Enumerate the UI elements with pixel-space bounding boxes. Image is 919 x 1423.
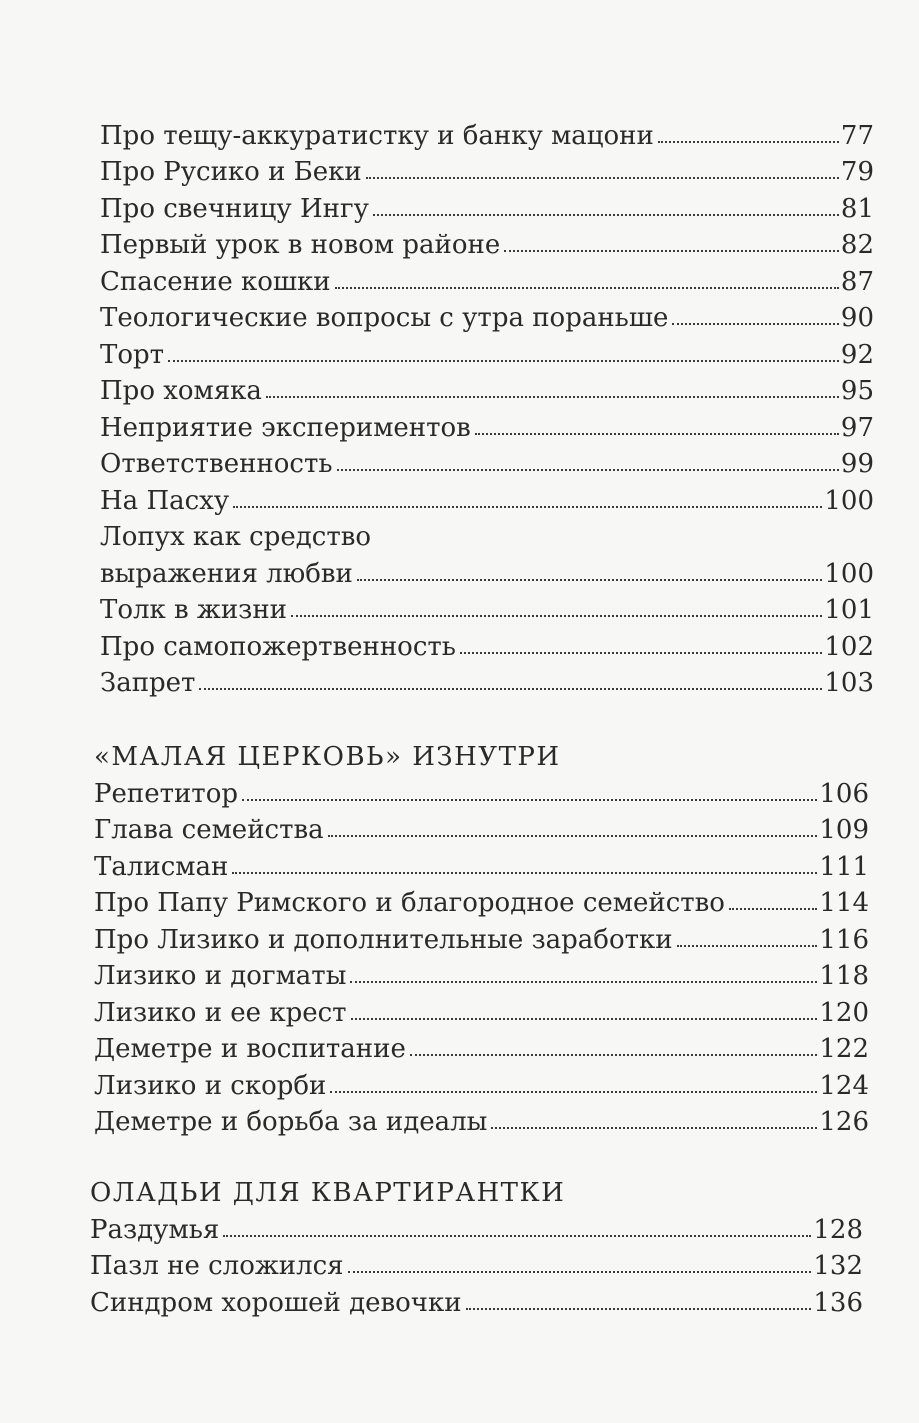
toc-entry-title: Ответственность bbox=[100, 449, 333, 479]
toc-entry-page: 95 bbox=[840, 376, 874, 406]
toc-section-2 bbox=[94, 732, 869, 1137]
toc-entry-page: 116 bbox=[819, 924, 869, 955]
toc-entry[interactable] bbox=[90, 1208, 863, 1245]
toc-entry-title: Теологические вопросы с утра пораньше bbox=[100, 303, 669, 333]
dot-leader bbox=[491, 1127, 817, 1129]
toc-entry-title: Лизико и догматы bbox=[94, 961, 347, 991]
toc-entry-page: 114 bbox=[819, 888, 869, 918]
dot-leader bbox=[233, 506, 822, 508]
toc-entry[interactable] bbox=[100, 224, 874, 261]
toc-entry-title: Лопух как средство bbox=[100, 522, 372, 552]
dot-leader bbox=[658, 141, 839, 143]
dot-leader bbox=[291, 615, 822, 617]
toc-entry-page: 101 bbox=[824, 595, 874, 625]
toc-entry[interactable] bbox=[90, 1281, 863, 1318]
toc-entry-title: Деметре и воспитание bbox=[94, 1034, 406, 1064]
dot-leader bbox=[366, 177, 839, 179]
toc-entry-title: Торт bbox=[100, 339, 165, 370]
dot-leader bbox=[460, 652, 822, 654]
toc-entry[interactable] bbox=[100, 479, 874, 516]
toc-entry[interactable] bbox=[94, 845, 869, 882]
toc-entry-page: 103 bbox=[824, 668, 874, 698]
toc-entry-page: 109 bbox=[819, 815, 869, 845]
toc-entry-page: 100 bbox=[824, 485, 874, 516]
toc-entry[interactable] bbox=[100, 297, 874, 334]
dot-leader bbox=[466, 1308, 812, 1310]
dot-leader bbox=[357, 579, 822, 581]
toc-entry-title: выражения любви bbox=[100, 558, 353, 589]
toc-entry-title: Про Лизико и дополнительные заработки bbox=[94, 924, 673, 955]
toc-entry-page: 97 bbox=[840, 412, 874, 443]
toc-entry-title: Пазл не сложился bbox=[90, 1251, 344, 1281]
toc-entry-page: 79 bbox=[840, 157, 874, 187]
toc-entry[interactable] bbox=[90, 1245, 863, 1282]
toc-entry-title: Синдром хорошей девочки bbox=[90, 1287, 462, 1318]
toc-section-3 bbox=[90, 1168, 863, 1318]
dot-leader bbox=[350, 981, 817, 983]
dot-leader bbox=[504, 250, 839, 252]
section-heading: «МАЛАЯ ЦЕРКОВЬ» ИЗНУТРИ bbox=[94, 742, 561, 772]
dot-leader bbox=[223, 1235, 811, 1237]
toc-entry[interactable] bbox=[94, 955, 869, 992]
toc-entry-title: Про Папу Римского и благородное семейство bbox=[94, 888, 725, 918]
toc-entry[interactable] bbox=[94, 1064, 869, 1101]
dot-leader bbox=[729, 908, 817, 910]
toc-entry-page: 132 bbox=[813, 1251, 863, 1281]
dot-leader bbox=[348, 1271, 812, 1273]
dot-leader bbox=[242, 799, 817, 801]
toc-entry-title: Спасение кошки bbox=[100, 266, 331, 297]
toc-entry-page: 122 bbox=[819, 1034, 869, 1064]
toc-entry[interactable] bbox=[94, 809, 869, 846]
toc-entry[interactable] bbox=[100, 625, 874, 662]
dot-leader bbox=[328, 835, 818, 837]
toc-entry[interactable] bbox=[100, 443, 874, 480]
dot-leader bbox=[373, 214, 839, 216]
toc-entry-title: Талисман bbox=[94, 851, 229, 882]
dot-leader bbox=[677, 945, 818, 947]
section-heading: ОЛАДЬИ ДЛЯ КВАРТИРАНТКИ bbox=[90, 1178, 566, 1208]
toc-entry-first-line[interactable] bbox=[100, 516, 874, 553]
toc-entry-title: Про тещу-аккуратистку и банку мацони bbox=[100, 120, 654, 151]
toc-entry-page: 87 bbox=[840, 266, 874, 297]
toc-entry-title: Лизико и скорби bbox=[94, 1070, 327, 1101]
toc-entry-page: 77 bbox=[840, 120, 874, 151]
dot-leader bbox=[672, 323, 839, 325]
dot-leader bbox=[266, 396, 839, 398]
toc-entry-page: 106 bbox=[819, 778, 869, 809]
toc-entry[interactable] bbox=[100, 187, 874, 224]
toc-entry-page: 102 bbox=[824, 631, 874, 662]
toc-entry-page: 118 bbox=[819, 961, 869, 991]
dot-leader bbox=[475, 433, 839, 435]
toc-entry-title: Глава семейства bbox=[94, 815, 324, 845]
toc-entry[interactable] bbox=[100, 151, 874, 188]
toc-entry-title: Про самопожертвенность bbox=[100, 631, 456, 662]
dot-leader bbox=[168, 360, 839, 362]
toc-entry[interactable] bbox=[94, 991, 869, 1028]
toc-entry[interactable] bbox=[100, 662, 874, 699]
toc-entry-title: Толк в жизни bbox=[100, 595, 288, 625]
dot-leader bbox=[410, 1054, 818, 1056]
toc-entry[interactable] bbox=[94, 772, 869, 809]
toc-entry-page: 136 bbox=[813, 1287, 863, 1318]
toc-entry-page: 100 bbox=[824, 558, 874, 589]
dot-leader bbox=[337, 469, 839, 471]
toc-entry-title: Первый урок в новом районе bbox=[100, 230, 501, 260]
toc-entry-title: На Пасху bbox=[100, 485, 230, 516]
toc-entry-page: 90 bbox=[840, 303, 874, 333]
dot-leader bbox=[232, 872, 817, 874]
toc-entry[interactable] bbox=[100, 333, 874, 370]
toc-entry-title: Неприятие экспериментов bbox=[100, 412, 471, 443]
toc-entry-page: 81 bbox=[840, 193, 874, 224]
toc-entry-title: Лизико и ее крест bbox=[94, 997, 347, 1028]
toc-entry-title: Деметре и борьба за идеалы bbox=[94, 1107, 488, 1137]
toc-entry-title: Про хомяка bbox=[100, 376, 262, 406]
toc-entry-title: Запрет bbox=[100, 668, 196, 698]
dot-leader bbox=[199, 688, 822, 690]
toc-entry-page: 124 bbox=[819, 1070, 869, 1101]
toc-entry-page: 111 bbox=[819, 851, 869, 882]
toc-entry[interactable] bbox=[100, 552, 874, 589]
toc-entry-page: 82 bbox=[840, 230, 874, 260]
toc-entry-title: Раздумья bbox=[90, 1214, 220, 1245]
toc-group-1 bbox=[100, 114, 874, 698]
toc-entry[interactable] bbox=[100, 589, 874, 626]
toc-entry-title: Репетитор bbox=[94, 778, 238, 809]
toc-entry[interactable] bbox=[94, 1101, 869, 1138]
toc-entry[interactable] bbox=[100, 114, 874, 151]
toc-entry[interactable] bbox=[94, 918, 869, 955]
toc-entry[interactable] bbox=[100, 370, 874, 407]
toc-entry-title: Про Русико и Беки bbox=[100, 157, 362, 187]
dot-leader bbox=[335, 287, 839, 289]
toc-entry-page: 126 bbox=[819, 1107, 869, 1137]
dot-leader bbox=[351, 1018, 818, 1020]
toc-entry[interactable] bbox=[100, 406, 874, 443]
toc-entry-title: Про свечницу Ингу bbox=[100, 193, 369, 224]
toc-entry[interactable] bbox=[94, 882, 869, 919]
toc-entry[interactable] bbox=[94, 1028, 869, 1065]
toc-entry-page: 120 bbox=[819, 997, 869, 1028]
dot-leader bbox=[330, 1091, 817, 1093]
toc-entry[interactable] bbox=[100, 260, 874, 297]
toc-entry-page: 92 bbox=[840, 339, 874, 370]
toc-entry-page: 99 bbox=[840, 449, 874, 479]
toc-entry-page: 128 bbox=[813, 1214, 863, 1245]
